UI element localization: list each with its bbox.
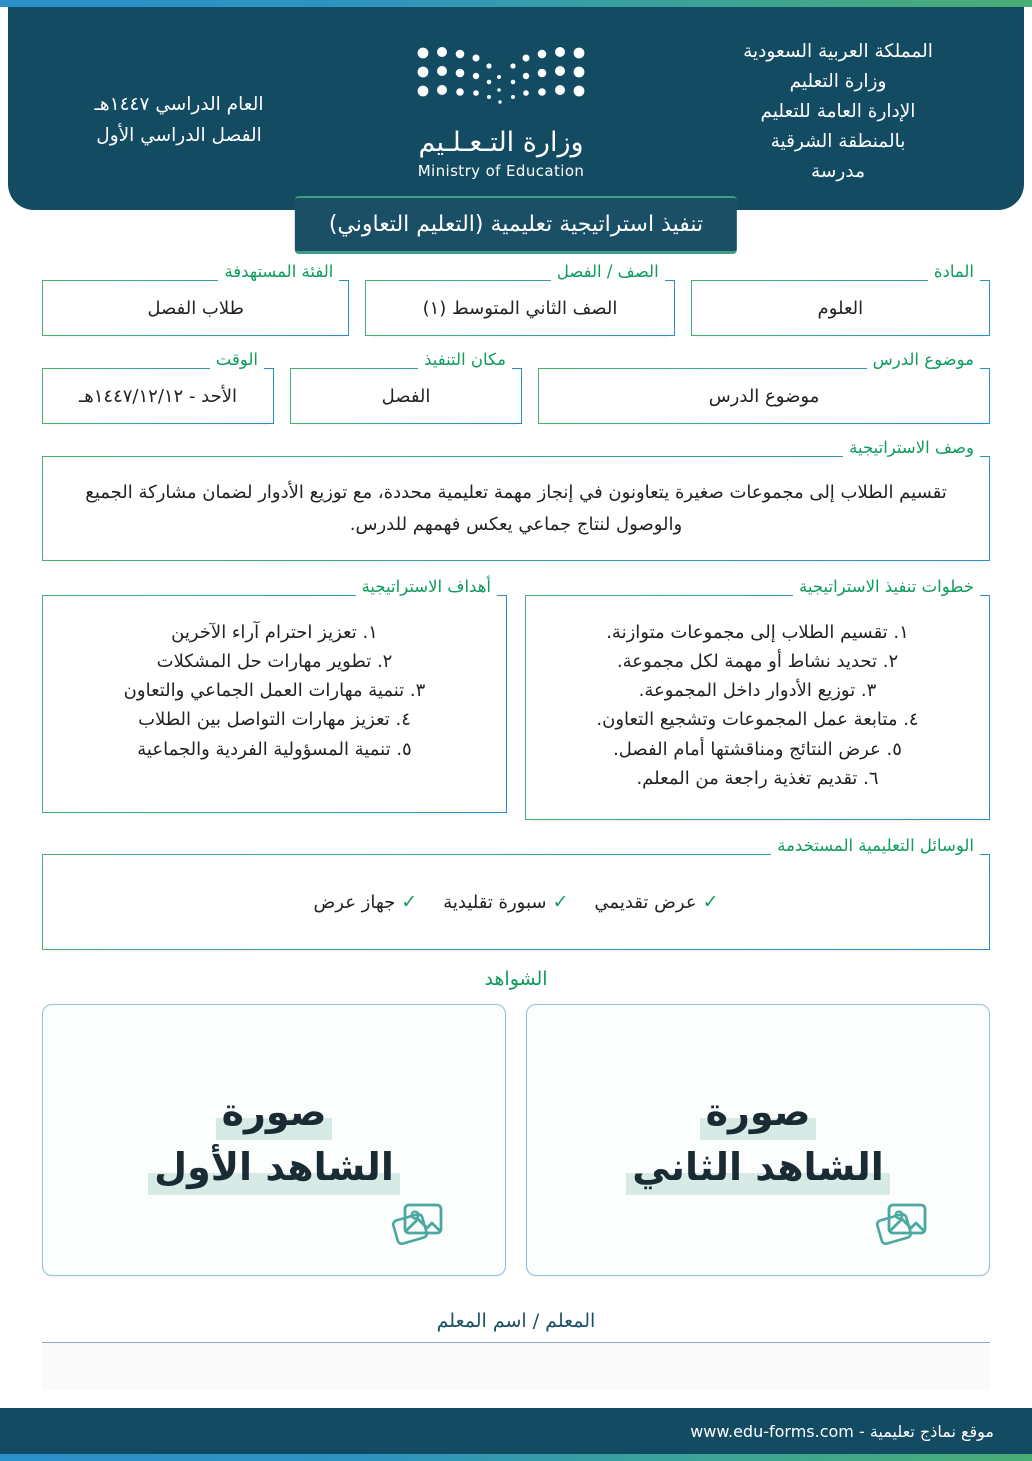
field-lesson-topic xyxy=(538,350,990,424)
footer-text: موقع نماذج تعليمية - www.edu-forms.com xyxy=(690,1421,994,1441)
logo-dot-pattern-icon xyxy=(413,43,589,115)
list-item: ٢. تحديد نشاط أو مهمة لكل مجموعة. xyxy=(616,651,899,673)
field-time-value[interactable]: الأحد - ١٤٤٧/١٢/١٢هـ xyxy=(42,368,274,424)
check-icon: ✓ xyxy=(401,890,418,913)
teacher-signature-label: المعلم / اسم المعلم xyxy=(436,1309,596,1332)
list-item: ٢. تطوير مهارات حل المشكلات xyxy=(156,651,393,673)
logo-arabic-text: وزارة التـعـلـيم xyxy=(418,127,584,158)
section-strategy-description xyxy=(42,438,990,561)
aid-label: عرض تقديمي xyxy=(594,891,697,913)
field-place-label: مكان التنفيذ xyxy=(418,350,512,369)
field-subject-label: المادة xyxy=(928,262,980,281)
photo-stack-icon xyxy=(875,1197,931,1253)
section-objectives xyxy=(42,577,507,820)
list-item: ٤. تعزيز مهارات التواصل بين الطلاب xyxy=(138,709,411,731)
objectives-box[interactable] xyxy=(42,595,507,813)
header-academic-year-info xyxy=(44,37,314,152)
header-ministry-info xyxy=(688,37,988,187)
field-lesson-topic-label: موضوع الدرس xyxy=(867,350,980,369)
academic-year: العام الدراسي ١٤٤٧هـ xyxy=(94,94,264,115)
form-row-1 xyxy=(42,262,990,336)
field-audience xyxy=(42,262,349,336)
strategy-description-text: تقسيم الطلاب إلى مجموعات صغيرة يتعاونون في إنجاز مهمة تعليمية محددة، مع توزيع الأدوار لضمان مشاركة الجميع والوصول لنتاج جماعي يعكس فهمهم للدرس. xyxy=(85,482,947,535)
field-class xyxy=(365,262,674,336)
header-line-ministry: وزارة التعليم xyxy=(789,70,887,92)
header-line-general-admin: الإدارة العامة للتعليم xyxy=(760,100,916,122)
aid-label: جهاز عرض xyxy=(313,891,396,913)
evidence-photo-first-line2: الشاهد الأول xyxy=(148,1140,400,1195)
field-time-label: الوقت xyxy=(210,350,264,369)
steps-label: خطوات تنفيذ الاستراتيجية xyxy=(793,577,980,596)
header-line-kingdom: المملكة العربية السعودية xyxy=(743,41,933,62)
steps-box[interactable] xyxy=(525,595,990,820)
section-steps xyxy=(525,577,990,820)
field-lesson-topic-value[interactable]: موضوع الدرس xyxy=(538,368,990,424)
section-teaching-aids xyxy=(42,836,990,950)
page-footer xyxy=(0,1408,1032,1454)
field-audience-value[interactable]: طلاب الفصل xyxy=(42,280,349,336)
top-accent-strip xyxy=(0,0,1032,7)
evidence-photo-second-line1: صورة xyxy=(700,1085,817,1140)
header-line-region: بالمنطقة الشرقية xyxy=(770,130,906,152)
form-body xyxy=(42,262,990,1389)
teaching-aids-list xyxy=(69,875,963,929)
check-icon: ✓ xyxy=(552,890,569,913)
form-row-2 xyxy=(42,350,990,424)
evidence-photo-first[interactable] xyxy=(42,1004,506,1276)
page-title: تنفيذ استراتيجية تعليمية (التعليم التعاوني) xyxy=(295,196,737,254)
logo-english-text: Ministry of Education xyxy=(417,162,585,180)
objectives-and-steps xyxy=(42,577,990,820)
teaching-aids-box xyxy=(42,854,990,950)
field-time xyxy=(42,350,274,424)
strategy-description-label: وصف الاستراتيجية xyxy=(843,438,980,457)
list-item: ٥. عرض النتائج ومناقشتها أمام الفصل. xyxy=(613,738,902,760)
aid-item-whiteboard[interactable] xyxy=(443,891,568,913)
teacher-signature-area[interactable] xyxy=(42,1343,990,1389)
evidence-photo-first-line1: صورة xyxy=(216,1085,333,1140)
field-place-value[interactable]: الفصل xyxy=(290,368,522,424)
field-subject-value[interactable]: العلوم xyxy=(691,280,990,336)
list-item: ٤. متابعة عمل المجموعات وتشجيع التعاون. xyxy=(596,709,919,731)
field-subject xyxy=(691,262,990,336)
list-item: ٥. تنمية المسؤولية الفردية والجماعية xyxy=(137,738,412,760)
evidence-photo-boxes xyxy=(42,1004,990,1276)
teacher-signature-section xyxy=(42,1310,990,1389)
field-audience-label: الفئة المستهدفة xyxy=(218,262,339,281)
evidence-photo-second-line2: الشاهد الثاني xyxy=(626,1140,890,1195)
photo-stack-icon xyxy=(391,1197,447,1253)
aid-item-projector[interactable] xyxy=(314,891,418,913)
bottom-accent-strip xyxy=(0,1454,1032,1461)
list-item: ١. تعزيز احترام آراء الآخرين xyxy=(171,622,378,643)
steps-list xyxy=(552,618,963,793)
list-item: ٦. تقديم تغذية راجعة من المعلم. xyxy=(636,767,879,789)
evidence-heading: الشواهد xyxy=(484,967,548,990)
ministry-logo xyxy=(386,37,616,180)
field-class-label: الصف / الفصل xyxy=(551,262,665,281)
header-line-school: مدرسة xyxy=(811,160,865,182)
list-item: ٣. تنمية مهارات العمل الجماعي والتعاون xyxy=(123,680,426,702)
objectives-list xyxy=(69,618,480,764)
strategy-description-box[interactable] xyxy=(42,456,990,561)
academic-term: الفصل الدراسي الأول xyxy=(96,125,262,147)
list-item: ١. تقسيم الطلاب إلى مجموعات متوازنة. xyxy=(606,622,909,643)
field-class-value[interactable]: الصف الثاني المتوسط (١) xyxy=(365,280,674,336)
field-place xyxy=(290,350,522,424)
evidence-photo-second[interactable] xyxy=(526,1004,990,1276)
aid-label: سبورة تقليدية xyxy=(443,891,547,913)
list-item: ٣. توزيع الأدوار داخل المجموعة. xyxy=(638,680,877,702)
document-header xyxy=(8,7,1024,210)
check-icon: ✓ xyxy=(702,890,719,913)
objectives-label: أهداف الاستراتيجية xyxy=(356,577,497,596)
aid-item-presentation[interactable] xyxy=(594,891,718,913)
teaching-aids-label: الوسائل التعليمية المستخدمة xyxy=(771,836,980,855)
